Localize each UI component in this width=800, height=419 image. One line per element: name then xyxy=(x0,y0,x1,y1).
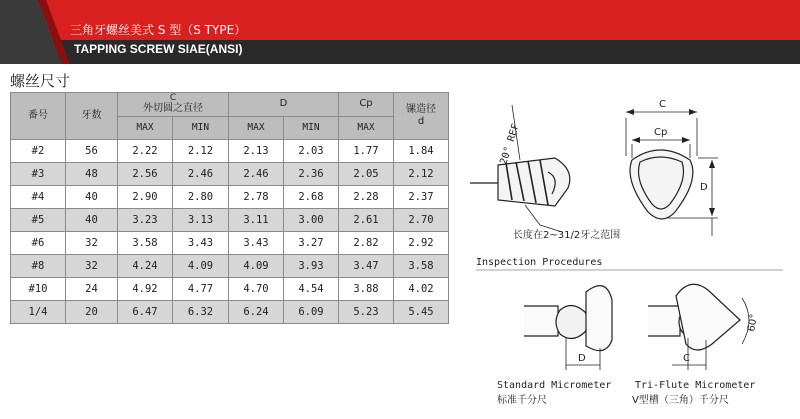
table-cell-c-max: 4.24 xyxy=(118,255,173,278)
table-cell-c-max: 2.22 xyxy=(118,140,173,163)
header-cp: Cp xyxy=(339,93,394,117)
table-cell-d-min: 3.00 xyxy=(284,209,339,232)
table-cell-c-min: 4.09 xyxy=(173,255,229,278)
table-cell-d-max: 4.09 xyxy=(229,255,284,278)
table-cell-d-min: 2.36 xyxy=(284,163,339,186)
header-d-min: MIN xyxy=(284,116,339,140)
header-d-max: MAX xyxy=(229,116,284,140)
table-cell-cp-max: 2.28 xyxy=(339,186,394,209)
table-cell-c-min: 2.12 xyxy=(173,140,229,163)
table-cell-c-min: 3.13 xyxy=(173,209,229,232)
table-cell-d: 1.84 xyxy=(394,140,449,163)
table-cell-c-min: 2.46 xyxy=(173,163,229,186)
table-cell-d: 2.12 xyxy=(394,163,449,186)
inspection-title: Inspection Procedures xyxy=(476,257,603,268)
label-cp: Cp xyxy=(654,127,668,138)
table-cell-threads: 32 xyxy=(66,255,118,278)
table-cell-d-min: 6.09 xyxy=(284,301,339,324)
header-c-sub: 外切圆之直径 xyxy=(143,102,203,114)
table-cell-d: 4.02 xyxy=(394,278,449,301)
table-cell-no: #8 xyxy=(11,255,66,278)
triflute-micrometer-cn: V型槽（三角）千分尺 xyxy=(632,395,729,406)
table-cell-c-max: 2.56 xyxy=(118,163,173,186)
table-cell-threads: 48 xyxy=(66,163,118,186)
table-cell-d-max: 2.46 xyxy=(229,163,284,186)
table-cell-c-max: 2.90 xyxy=(118,186,173,209)
table-cell-cp-max: 5.23 xyxy=(339,301,394,324)
table-cell-d-max: 3.11 xyxy=(229,209,284,232)
label-c: C xyxy=(659,99,666,110)
table-cell-d: 2.37 xyxy=(394,186,449,209)
header-threads: 牙数 xyxy=(66,93,118,140)
table-cell-d: 5.45 xyxy=(394,301,449,324)
banner-title-en: TAPPING SCREW SIAE(ANSI) xyxy=(74,42,243,56)
table-cell-d-max: 2.13 xyxy=(229,140,284,163)
table-cell-c-min: 4.77 xyxy=(173,278,229,301)
table-cell-c-max: 4.92 xyxy=(118,278,173,301)
standard-micrometer-cn: 标准千分尺 xyxy=(497,395,547,406)
table-cell-d-max: 2.78 xyxy=(229,186,284,209)
header-pilot-sub: d xyxy=(417,116,425,127)
header-d: D xyxy=(229,93,339,117)
table-cell-threads: 56 xyxy=(66,140,118,163)
table-cell-cp-max: 3.47 xyxy=(339,255,394,278)
table-cell-no: #10 xyxy=(11,278,66,301)
table-cell-no: #4 xyxy=(11,186,66,209)
table-cell-c-min: 6.32 xyxy=(173,301,229,324)
banner-title-cn: 三角牙螺丝美式 S 型（S TYPE） xyxy=(70,23,247,37)
table-cell-d-min: 2.68 xyxy=(284,186,339,209)
table-cell-d: 2.92 xyxy=(394,232,449,255)
table-cell-threads: 40 xyxy=(66,209,118,232)
table-cell-cp-max: 1.77 xyxy=(339,140,394,163)
table-cell-d-max: 3.43 xyxy=(229,232,284,255)
table-cell-d: 3.58 xyxy=(394,255,449,278)
table-cell-cp-max: 2.05 xyxy=(339,163,394,186)
table-cell-no: #5 xyxy=(11,209,66,232)
angle-ref-label: 20° REF xyxy=(498,122,522,166)
table-cell-c-max: 3.58 xyxy=(118,232,173,255)
header-no: 番号 xyxy=(11,93,66,140)
table-cell-c-max: 6.47 xyxy=(118,301,173,324)
table-cell-d-min: 3.93 xyxy=(284,255,339,278)
table-cell-d-min: 3.27 xyxy=(284,232,339,255)
triflute-micrometer-diagram xyxy=(648,284,749,370)
table-cell-c-max: 3.23 xyxy=(118,209,173,232)
standard-micrometer-en: Standard Micrometer xyxy=(497,380,612,391)
header-c-label: C xyxy=(169,92,177,103)
table-cell-d-min: 2.03 xyxy=(284,140,339,163)
label-d: D xyxy=(700,182,708,193)
table-cell-no: #2 xyxy=(11,140,66,163)
table-cell-d: 2.70 xyxy=(394,209,449,232)
table-cell-no: #6 xyxy=(11,232,66,255)
table-cell-c-min: 3.43 xyxy=(173,232,229,255)
section-title: 螺丝尺寸 xyxy=(10,72,71,90)
table-cell-cp-max: 2.82 xyxy=(339,232,394,255)
table-cell-threads: 32 xyxy=(66,232,118,255)
cross-section-view xyxy=(626,112,718,236)
table-cell-d-min: 4.54 xyxy=(284,278,339,301)
header-cp-max: MAX xyxy=(339,116,394,140)
label-c-triflute: C xyxy=(683,353,690,364)
standard-micrometer-diagram xyxy=(524,286,612,370)
header-c-min: MIN xyxy=(173,116,229,140)
table-cell-no: 1/4 xyxy=(11,301,66,324)
table-cell-c-min: 2.80 xyxy=(173,186,229,209)
table-cell-threads: 40 xyxy=(66,186,118,209)
table-cell-cp-max: 3.88 xyxy=(339,278,394,301)
angle-60-label: 60° xyxy=(746,313,761,333)
header-pilot-label: 镙造径 xyxy=(406,104,436,115)
triflute-micrometer-en: Tri-Flute Micrometer xyxy=(635,380,756,391)
table-cell-cp-max: 2.61 xyxy=(339,209,394,232)
table-cell-d-max: 6.24 xyxy=(229,301,284,324)
table-cell-threads: 20 xyxy=(66,301,118,324)
length-note: 长度在2~31/2牙之范围 xyxy=(513,230,621,241)
screw-side-view xyxy=(470,105,570,232)
table-cell-no: #3 xyxy=(11,163,66,186)
table-cell-threads: 24 xyxy=(66,278,118,301)
table-cell-d-max: 4.70 xyxy=(229,278,284,301)
header-c-max: MAX xyxy=(118,116,173,140)
label-d-standard: D xyxy=(578,353,586,364)
